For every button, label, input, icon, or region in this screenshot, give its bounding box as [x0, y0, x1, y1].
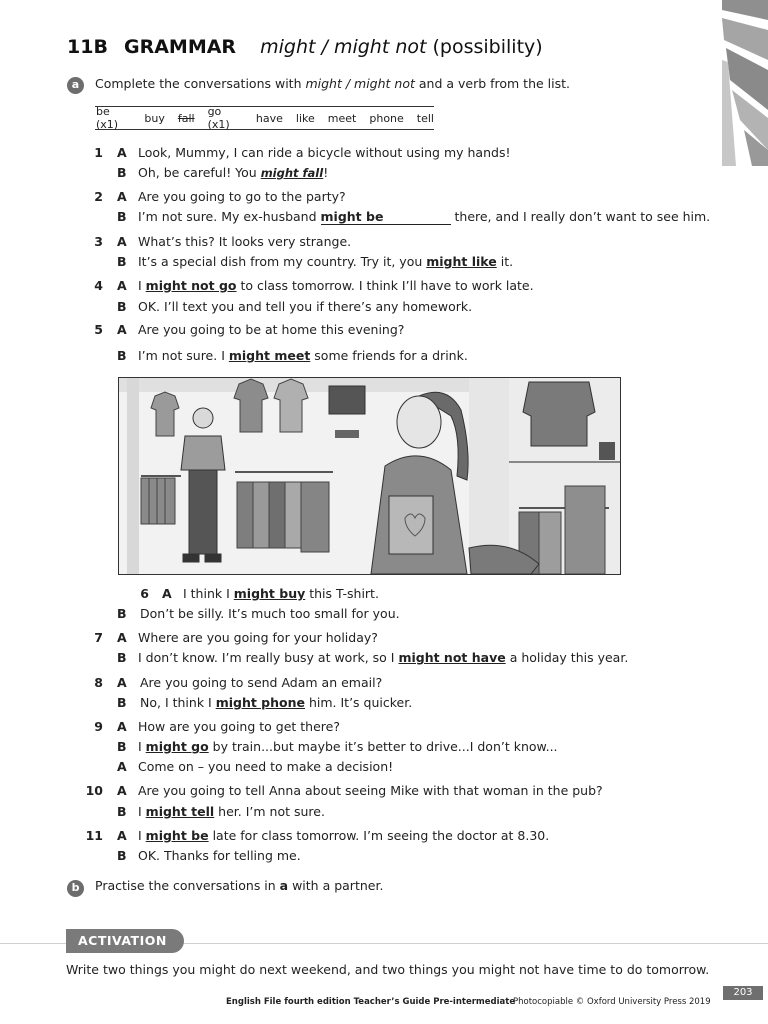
answer-line: [138, 348, 468, 363]
item-number: 7: [94, 630, 103, 645]
text: I: [138, 828, 146, 843]
text: this T-shirt.: [305, 586, 379, 601]
text: No, I think I: [140, 695, 216, 710]
answer: might fall: [260, 166, 324, 180]
answer: might be: [320, 209, 384, 224]
speaker: B: [117, 739, 127, 754]
speaker: A: [117, 234, 127, 249]
line-text: Are you going to be at home this evening?: [138, 322, 405, 337]
item-number: 6: [140, 586, 149, 601]
text: I think I: [183, 586, 234, 601]
line-text: Come on – you need to make a decision!: [138, 759, 394, 774]
text: I’m not sure. My ex-husband: [138, 209, 321, 224]
exercise-b-badge: b: [67, 880, 84, 897]
speaker: B: [117, 299, 127, 314]
speaker: B: [117, 165, 127, 180]
text: I’m not sure. I: [138, 348, 229, 363]
answer: might buy: [233, 586, 306, 601]
speaker: A: [117, 145, 127, 160]
item-number: 2: [94, 189, 103, 204]
text: by train...but maybe it’s better to drive...I don’t know...: [208, 739, 558, 754]
speaker: A: [117, 783, 127, 798]
word-item: have: [255, 111, 283, 125]
answer-line: [138, 278, 534, 293]
line-text: Are you going to send Adam an email?: [140, 675, 383, 690]
topic-plain: (possibility): [432, 36, 543, 58]
line-text: Don’t be silly. It’s much too small for you.: [140, 606, 400, 621]
speaker: B: [117, 695, 127, 710]
line-text: What’s this? It looks very strange.: [138, 234, 352, 249]
answer: might not have: [398, 650, 506, 665]
instr-post: with a partner.: [288, 878, 384, 893]
exercise-a-instruction: [95, 76, 570, 91]
answer-line: [183, 586, 379, 601]
word-item: be (x1): [96, 105, 119, 131]
footer-book-title: English File fourth edition Teacher’s Guide Pre-intermediate: [226, 997, 516, 1007]
item-number: 5: [94, 322, 103, 337]
text: It’s a special dish from my country. Try it, you: [138, 254, 427, 269]
line-text: Are you going to go to the party?: [138, 189, 346, 204]
shop-illustration: [118, 377, 621, 575]
answer: might not go: [145, 278, 237, 293]
text: I: [138, 278, 146, 293]
word-item: tell: [416, 111, 434, 125]
text: late for class tomorrow. I’m seeing the doctor at 8.30.: [208, 828, 550, 843]
shop-scene-image: [119, 378, 620, 574]
text: Oh, be careful! You: [138, 165, 261, 180]
answer-line: [138, 165, 328, 180]
word-item: go (x1): [207, 105, 230, 131]
corner-decoration: [722, 0, 768, 166]
footer-copyright: Photocopiable © Oxford University Press 2019: [513, 997, 711, 1007]
activation-label: ACTIVATION: [66, 929, 184, 953]
instr-bold: a: [279, 878, 289, 893]
speaker: B: [117, 804, 127, 819]
speaker: A: [117, 630, 127, 645]
text: there, and I really don’t want to see him.: [450, 209, 711, 224]
answer: might go: [145, 739, 209, 754]
speaker: A: [117, 759, 127, 774]
answer-line: [138, 739, 558, 754]
item-number: 11: [85, 828, 103, 843]
speaker: A: [162, 586, 172, 601]
section-name: GRAMMAR: [123, 36, 237, 58]
speaker: B: [117, 650, 127, 665]
speaker: A: [117, 322, 127, 337]
word-item-crossed: fall: [177, 111, 195, 125]
speaker: A: [117, 828, 127, 843]
text: I: [138, 804, 146, 819]
item-number: 9: [94, 719, 103, 734]
word-item: buy: [144, 111, 165, 125]
word-item: phone: [369, 111, 404, 125]
answer-line: [138, 254, 513, 269]
answer: might like: [426, 254, 497, 269]
speaker: A: [117, 675, 127, 690]
item-number: 10: [85, 783, 103, 798]
text: !: [323, 165, 329, 180]
answer: might be: [145, 828, 209, 843]
page-number: 203: [723, 986, 763, 1000]
line-text: OK. Thanks for telling me.: [138, 848, 301, 863]
speaker: B: [117, 254, 127, 269]
text: a holiday this year.: [505, 650, 629, 665]
speaker: B: [117, 209, 127, 224]
item-number: 3: [94, 234, 103, 249]
text: her. I’m not sure.: [214, 804, 325, 819]
activation-text: Write two things you might do next weekend, and two things you might not have time to do tomorrow.: [66, 962, 710, 977]
text: I: [138, 739, 146, 754]
word-item: meet: [327, 111, 357, 125]
exercise-b-instruction: [95, 878, 383, 893]
text: to class tomorrow. I think I’ll have to work late.: [236, 278, 534, 293]
answer: might phone: [215, 695, 305, 710]
answer-blank: [321, 209, 451, 225]
item-number: 4: [94, 278, 103, 293]
instr-pre: Complete the conversations with: [95, 76, 306, 91]
text: it.: [496, 254, 514, 269]
line-text: Look, Mummy, I can ride a bicycle without using my hands!: [138, 145, 511, 160]
answer-line: [140, 695, 412, 710]
speaker: B: [117, 348, 127, 363]
answer-line: [138, 209, 710, 225]
word-item: like: [295, 111, 315, 125]
speaker: B: [117, 606, 127, 621]
item-number: 8: [94, 675, 103, 690]
answer: might meet: [228, 348, 311, 363]
item-number: 1: [94, 145, 103, 160]
text: him. It’s quicker.: [305, 695, 413, 710]
answer-line: [138, 828, 549, 843]
topic-italic: might / might not: [260, 36, 427, 58]
answer-line: [138, 804, 325, 819]
line-text: How are you going to get there?: [138, 719, 340, 734]
word-list: [95, 106, 434, 130]
speaker: A: [117, 189, 127, 204]
page-title: [67, 36, 543, 58]
line-text: OK. I’ll text you and tell you if there’s any homework.: [138, 299, 473, 314]
instr-post: and a verb from the list.: [414, 76, 571, 91]
line-text: Are you going to tell Anna about seeing Mike with that woman in the pub?: [138, 783, 603, 798]
line-text: Where are you going for your holiday?: [138, 630, 378, 645]
exercise-a-badge: a: [67, 77, 84, 94]
text: some friends for a drink.: [310, 348, 468, 363]
answer-line: [138, 650, 628, 665]
speaker: A: [117, 719, 127, 734]
speaker: B: [117, 848, 127, 863]
lesson-code: 11B: [67, 36, 108, 58]
answer: might tell: [145, 804, 215, 819]
speaker: A: [117, 278, 127, 293]
instr-em: might / might not: [305, 76, 415, 91]
instr-pre: Practise the conversations in: [95, 878, 280, 893]
text: I don’t know. I’m really busy at work, so I: [138, 650, 399, 665]
